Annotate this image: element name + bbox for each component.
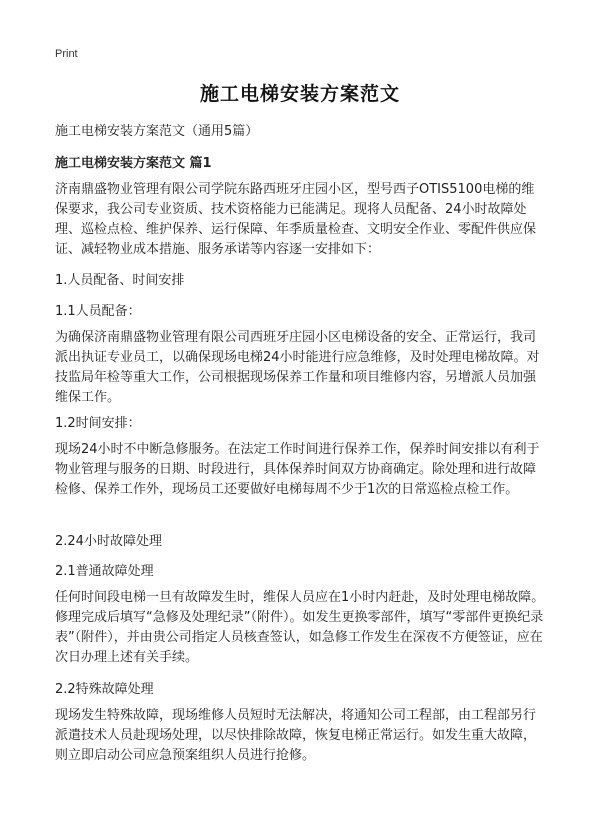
page-title: 施工电梯安装方案范文	[199, 83, 400, 105]
heading-2-2: 2.2特殊故障处理	[55, 682, 154, 697]
heading-1-2: 1.2时间安排：	[55, 416, 141, 431]
paragraph-2-2: 现场发生特殊故障，现场维修人员短时无法解决，将通知公司工程部，由工程部另行派遣技术人员赴现场处理，以尽快排除故障，恢复电梯正常运行。如发生重大故障，则立即启动公司应急预案组织人员进行抢修。	[55, 708, 537, 763]
heading-2: 2.24小时故障处理	[55, 534, 162, 549]
intro-paragraph: 济南鼎盛物业管理有限公司学院东路西班牙庄园小区，型号西子OTIS5100电梯的维保要求，我公司专业资质、技术资格能力已能满足。现将人员配备、24小时故障处理、巡检点检、维护保养、运行保障、年季质量检查、文明安全作业、零配件供应保证、减轻物业成本措施、服务承诺等内容逐一安排如下：	[55, 182, 537, 257]
print-label: Print	[55, 48, 78, 60]
paragraph-2-1: 任何时间段电梯一旦有故障发生时，维保人员应在1小时内赶赴，及时处理电梯故障。修理完成后填写“急修及处理纪录”（附件）。如发生更换零部件，填写“零部件更换纪录表”（附件），并由贵公司指定人员核查签认，如急修工作发生在深夜不方便签证，应在次日办理上述有关手续。	[55, 590, 545, 665]
document-subtitle: 施工电梯安装方案范文（通用5篇）	[55, 124, 259, 139]
heading-1-1: 1.1人员配备：	[55, 304, 141, 319]
paragraph-1-2: 现场24小时不中断急修服务。在法定工作时间进行保养工作，保养时间安排以有利于物业管理与服务的日期、时段进行，具体保养时间双方协商确定。除处理和进行故障检修、保养工作外，现场员工还要做好电梯每周不少于1次的日常巡检点检工作。	[55, 442, 540, 497]
heading-2-1: 2.1普通故障处理	[55, 564, 154, 579]
heading-1: 1.人员配备、时间安排	[55, 273, 185, 288]
paragraph-1-1: 为确保济南鼎盛物业管理有限公司西班牙庄园小区电梯设备的安全、正常运行，我司派出执证专业员工，以确保现场电梯24小时能进行应急维修，及时处理电梯故障。对技监局年检等重大工作，公司根据现场保养工作量和项目维修内容，另增派人员加强维保工作。	[55, 330, 540, 405]
section-title: 施工电梯安装方案范文 篇1	[55, 156, 212, 171]
